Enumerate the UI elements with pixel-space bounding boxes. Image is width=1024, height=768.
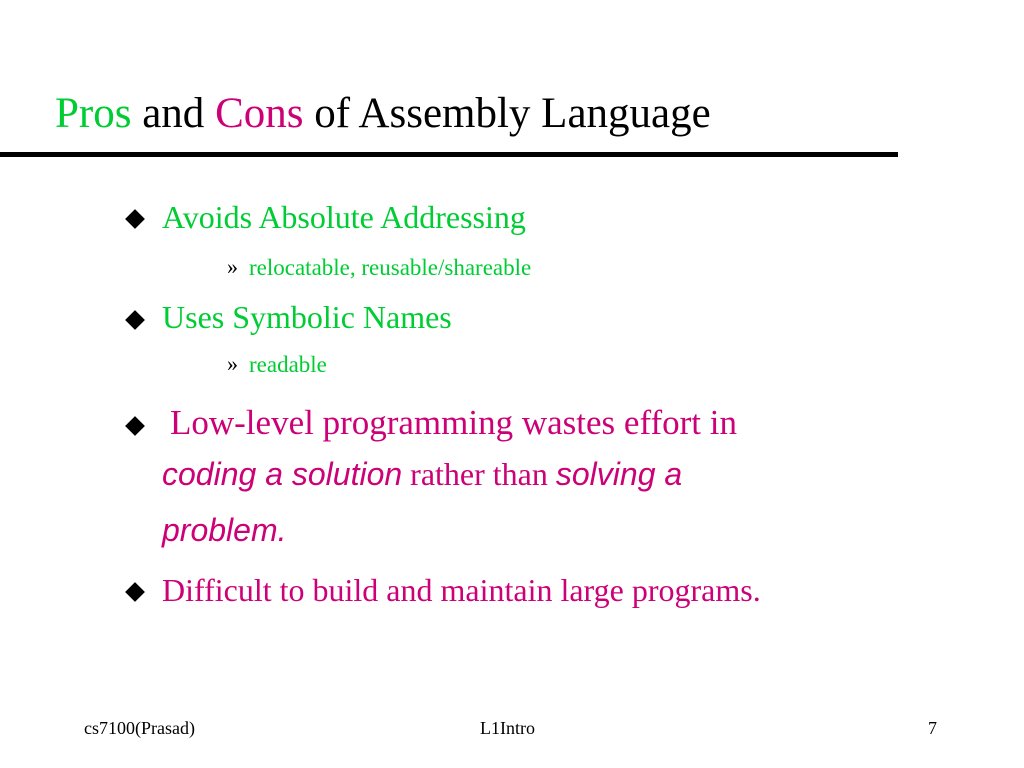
emphasis-solving-a: solving a (555, 456, 683, 492)
bullet-uses-symbolic-names: Uses Symbolic Names (162, 299, 452, 335)
emphasis-problem: problem. (162, 512, 287, 548)
title-rest: of Assembly Language (314, 90, 711, 137)
diamond-bullet-icon (125, 582, 145, 602)
bullet-low-level-line1: Low-level programming wastes effort in (170, 403, 737, 442)
diamond-bullet-icon (125, 209, 145, 229)
bullet-avoids-absolute-addressing: Avoids Absolute Addressing (162, 199, 526, 235)
bullet-low-level-line2 (162, 458, 682, 490)
emphasis-coding-a-solution: coding a solution (162, 456, 403, 492)
text-rather-than: rather than (410, 456, 548, 492)
title-underline (0, 152, 898, 157)
title-word-pros: Pros (55, 90, 132, 137)
footer-lecture: L1Intro (480, 718, 535, 738)
sub-bullet-relocatable: relocatable, reusable/shareable (249, 255, 532, 280)
diamond-bullet-icon (125, 416, 145, 436)
sub-bullet-readable: readable (249, 352, 327, 377)
footer-page-number: 7 (928, 718, 937, 738)
title-word-cons: Cons (215, 90, 304, 137)
footer-author: cs7100(Prasad) (84, 718, 195, 738)
diamond-bullet-icon (125, 310, 145, 330)
slide-title (55, 92, 711, 135)
sub-bullet-marker-icon: » (227, 254, 238, 279)
title-word-and: and (142, 90, 205, 137)
sub-bullet-marker-icon: » (227, 351, 238, 376)
bullet-difficult-to-build: Difficult to build and maintain large programs. (162, 572, 761, 608)
